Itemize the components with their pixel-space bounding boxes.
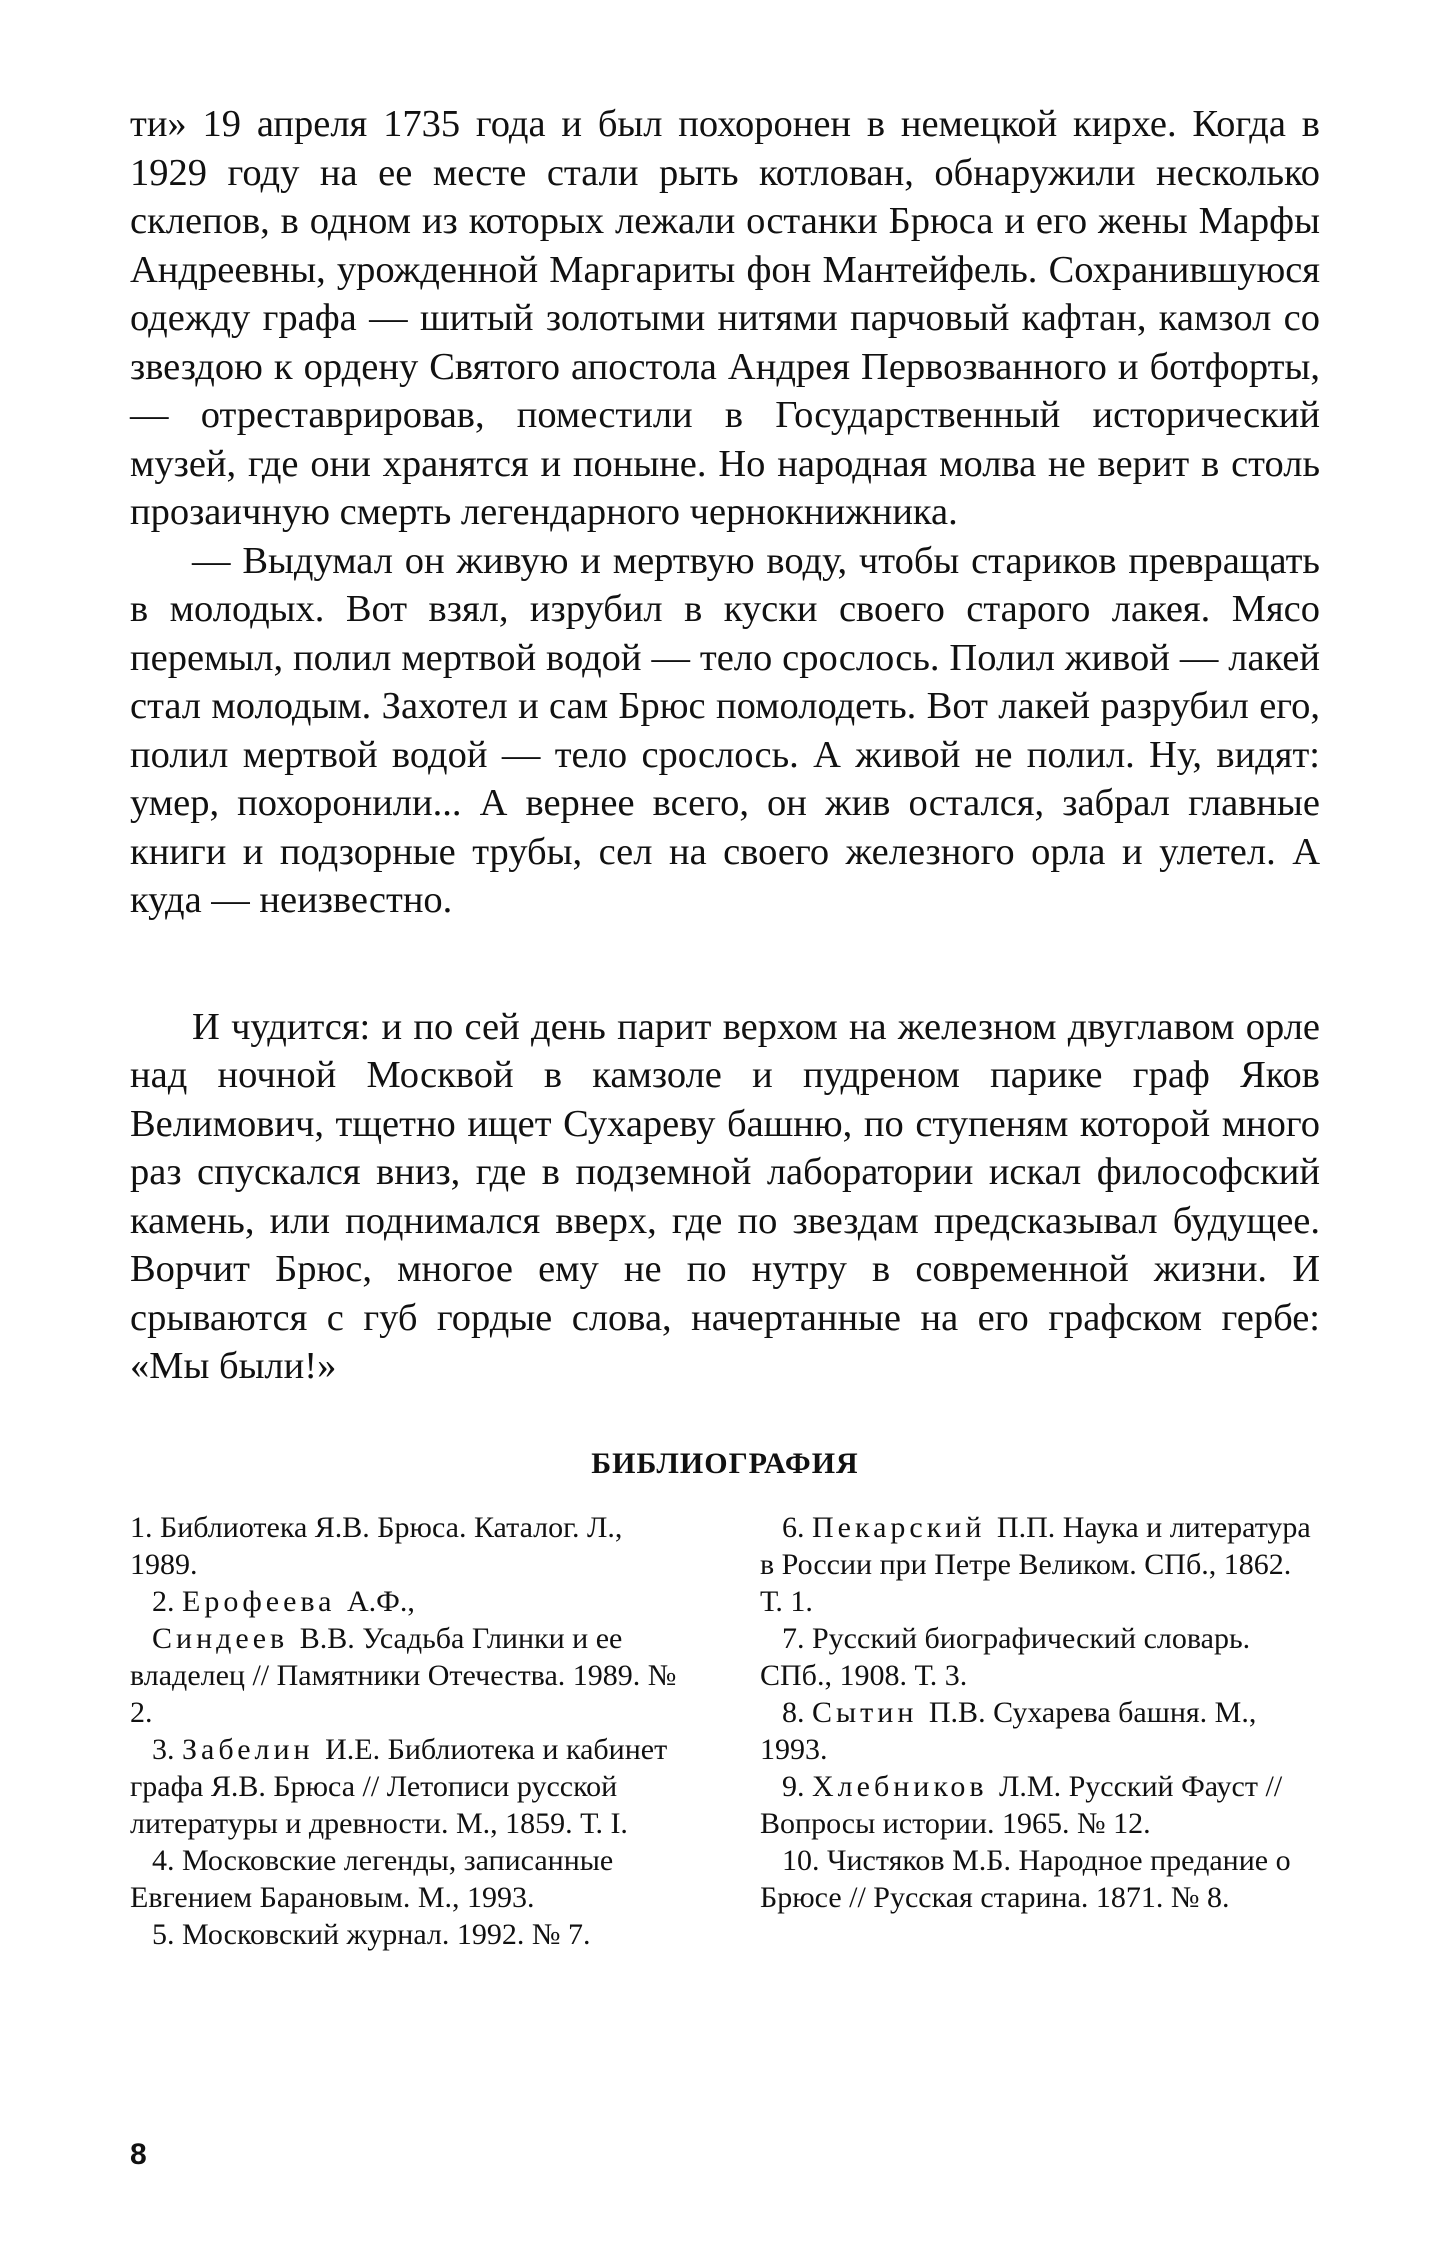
entry-author: Хлебников bbox=[812, 1769, 1000, 1803]
entry-text: Московский журнал. 1992. № 7. bbox=[182, 1917, 591, 1951]
entry-text: А.Ф., bbox=[346, 1584, 415, 1618]
entry-number: 1. bbox=[130, 1510, 160, 1544]
paragraph-burial: ти» 19 апреля 1735 года и был похоронен в немецкой кирхе. Когда в 1929 году на ее месте стали рыть котлован, обнаружили несколько склепов, в одном из которых лежали останки Брюса и его жены Марфы Андреевны, урожденной Маргариты фон Мантейфель. Сохранившуюся одежду графа — шитый золотыми нитями парчовый кафтан, камзол со звездою к ордену Святого апостола Андрея Первозванного и ботфорты, — отреставрировав, поместили в Государственный исторический музей, где они хранятся и поныне. Но народная молва не верит в столь прозаичную смерть легендарного чернокнижника. bbox=[130, 103, 1320, 533]
entry-number: 7. bbox=[782, 1621, 812, 1655]
bibliography-entry bbox=[130, 1916, 690, 1953]
entry-number: 6. bbox=[782, 1510, 812, 1544]
entry-author: Синдеев bbox=[152, 1621, 300, 1655]
entry-number: 10. bbox=[782, 1843, 827, 1877]
bibliography-entry bbox=[130, 1731, 690, 1842]
entry-text: П.П. Наука и литература в России при Петре Великом. СПб., 1862. Т. 1. bbox=[760, 1510, 1311, 1618]
paragraph-epilogue: И чудится: и по сей день парит верхом на железном двуглавом орле над ночной Москвой в камзоле и пудреном парике граф Яков Велимович, тщетно ищет Сухареву башню, по ступеням которой много раз спускался вниз, где в подземной лаборатории искал философский камень, или поднимался вверх, где по звездам предсказывал будущее. Ворчит Брюс, многое ему не по нутру в современной жизни. И срываются с губ гордые слова, начертанные на его графском гербе: «Мы были!» bbox=[130, 1005, 1320, 1387]
bibliography-entry bbox=[760, 1768, 1320, 1842]
bibliography-title: БИБЛИОГРАФИЯ bbox=[591, 1446, 859, 1480]
entry-number: 8. bbox=[782, 1695, 812, 1729]
entry-text: Л.М. Русский Фауст // Вопросы истории. 1965. № 12. bbox=[760, 1769, 1283, 1840]
entry-text: Московские легенды, записанные Евгением Барановым. М., 1993. bbox=[130, 1843, 614, 1914]
entry-text: В.В. Усадьба Глинки и ее владелец // Памятники Отечества. 1989. № 2. bbox=[130, 1621, 677, 1729]
paragraph-legend: — Выдумал он живую и мертвую воду, чтобы стариков превращать в молодых. Вот взял, изрубил в куски своего старого лакея. Мясо перемыл, полил мертвой водой — тело срослось. Полил живой — лакей стал молодым. Захотел и сам Брюс помолодеть. Вот лакей разрубил его, полил мертвой водой — тело срослось. А живой не полил. Ну, видят: умер, похоронили... А вернее всего, он жив остался, забрал главные книги и подзорные трубы, сел на своего железного орла и улетел. А куда — неизвестно. bbox=[130, 539, 1320, 921]
entry-text: П.В. Сухарева башня. М., 1993. bbox=[760, 1695, 1257, 1766]
entry-author: Сытин bbox=[812, 1695, 929, 1729]
entry-number: 4. bbox=[152, 1843, 182, 1877]
bibliography-entry bbox=[130, 1583, 690, 1620]
entry-author: Ерофеева bbox=[182, 1584, 347, 1618]
entry-text: Русский биографический словарь. СПб., 1908. Т. 3. bbox=[760, 1621, 1251, 1692]
bibliography-left-column bbox=[130, 1509, 690, 1953]
bibliography-entry bbox=[760, 1842, 1320, 1916]
entry-number: 9. bbox=[782, 1769, 812, 1803]
bibliography-entry bbox=[130, 1842, 690, 1916]
entry-author: Пекарский bbox=[812, 1510, 997, 1544]
section-gap bbox=[130, 925, 1320, 1003]
entry-number: 3. bbox=[152, 1732, 182, 1766]
entry-text: Библиотека Я.В. Брюса. Каталог. Л., 1989. bbox=[130, 1510, 623, 1581]
entry-text: И.Е. Библиотека и кабинет графа Я.В. Брюса // Летописи русской литературы и древности. М., 1859. Т. I. bbox=[130, 1732, 668, 1840]
bibliography-right-column bbox=[760, 1509, 1320, 1953]
bibliography bbox=[130, 1509, 1320, 1953]
bibliography-entry bbox=[130, 1509, 690, 1583]
entry-number: 2. bbox=[152, 1584, 182, 1618]
bibliography-entry bbox=[760, 1620, 1320, 1694]
entry-text: Чистяков М.Б. Народное предание о Брюсе // Русская старина. 1871. № 8. bbox=[760, 1843, 1291, 1914]
bibliography-entry bbox=[760, 1694, 1320, 1768]
bibliography-entry bbox=[760, 1509, 1320, 1620]
bibliography-entry bbox=[130, 1620, 690, 1731]
page-content bbox=[130, 100, 1320, 1953]
entry-author: Забелин bbox=[182, 1732, 326, 1766]
entry-number: 5. bbox=[152, 1917, 182, 1951]
page-number: 8 bbox=[130, 2138, 147, 2171]
